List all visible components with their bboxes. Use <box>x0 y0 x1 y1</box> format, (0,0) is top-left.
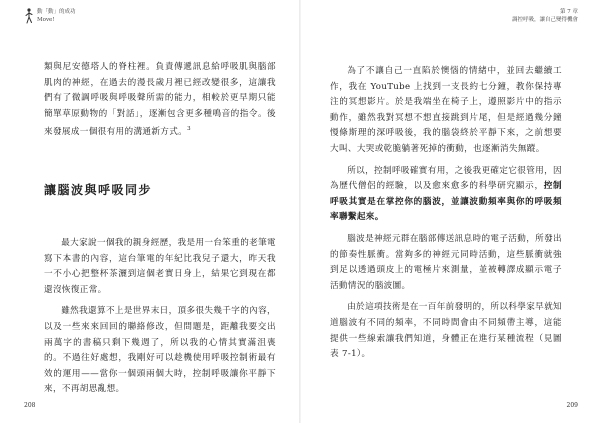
paragraph: 由於這項技術是在一百年前發明的，所以科學家早就知道腦波有不同的頻率，不同時間會由不同頻帶主導，這能提供一些線索讓我們知道，身體正在進行某種流程（見圖表 7-1）。 <box>330 302 562 360</box>
bold-passage: 控制呼吸其實是在掌控你的腦波，並讓波動頻率與你的呼吸頻率聯繫起來。 <box>330 181 562 223</box>
right-running-header <box>512 8 578 24</box>
right-page <box>300 0 600 423</box>
footnote-marker: 3 <box>187 126 191 133</box>
book-title-english: Move! <box>37 17 55 23</box>
page-number: 209 <box>566 402 578 409</box>
book-title-block <box>37 8 76 24</box>
paragraph: 雖然我還算不上是世界末日，頂多很失幾千字的內容，以及一些來來回回的聯絡修改，但問題是，距離我要交出兩萬字的書稿只剩下幾週了，所以我的心情其實滿沮喪的。不過往好處想，我剛好可以趁機使用呼吸控制術最有效的運用——當你一個頭兩個大時，控制呼吸讓你平靜下來，不再胡思亂想。 <box>44 306 276 395</box>
paragraph: 為了不讓自己一直陷於懊惱的情緒中，並回去繼續工作，我在 YouTube 上找到一支長約七分鐘，教你保持專注的冥想影片。於是我端坐在椅子上，遵照影片中的指示動作，雖然我對冥想不想直接跳到片尾，但是經過幾分鐘慢條斯理的深呼吸後，我的腦袋終於平靜下來，之前想要大叫、大哭或乾脆躺著死掉的衝動，也逐漸消失無蹤。 <box>330 66 562 154</box>
paragraph: 最大家說一個我的親身經歷，我是用一台笨重的老筆電寫下本書的內容，這台筆電的年紀比我兒子還大，昨天我一不小心把整杯茶灑到這個老實日身上，結果它到現在都還沒恢復正常。 <box>44 238 276 295</box>
paragraph: 所以，控制呼吸確實有用，之後我更確定它很管用，因為歷代僧侶的經驗，以及愈來愈多的科學研究顯示，控制呼吸其實是在掌控你的腦波，並讓波動頻率與你的呼吸頻率聯繫起來。 <box>330 165 562 223</box>
paragraph: 腦波是神經元群在腦部傳送訊息時的電子活動，所發出的節奏性脈衝。當夠多的神經元同時活動，這些脈衝就強到足以透過頭皮上的電極片來測量，並被轉譯成顯示電子活動情況的腦波圖。 <box>330 233 562 291</box>
left-body-top <box>44 60 276 141</box>
section-heading-wrap <box>44 181 276 198</box>
chapter-title: 調控呼吸，讓自己變得機會 <box>511 17 578 23</box>
left-body-bottom <box>44 236 276 398</box>
section-heading: 讓腦波與呼吸同步 <box>44 183 153 197</box>
paragraph: 類與尼安德塔人的脊柱裡。負責傳遞訊息給呼吸肌與腦部肌肉的神經，在過去的漫長歲月裡已經改變很多，這讓我們有了微調呼吸與呼吸聲所需的能力，相較於更早期只能簡單草原動物的「對話」，逐漸包含更多種鳴音的指令。後來發展成一個很有用的溝通新方式。$^3$ <box>44 62 276 138</box>
right-body <box>330 64 562 363</box>
page-number: 208 <box>24 402 36 409</box>
chapter-number: 第 7 章 <box>560 9 578 15</box>
left-running-header <box>24 8 76 25</box>
walking-figure-icon <box>24 8 34 25</box>
book-title: 動「動」的成功 <box>37 9 76 15</box>
